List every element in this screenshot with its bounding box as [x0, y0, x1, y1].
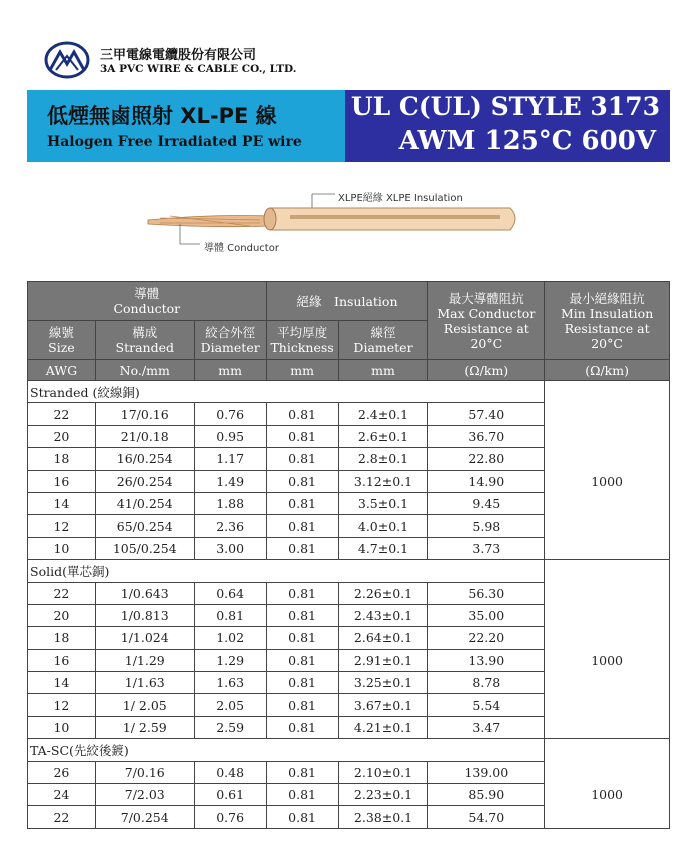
unit-cell: AWG	[28, 360, 96, 381]
conductor-label: 導體 Conductor	[204, 243, 279, 254]
table-cell: 7/2.03	[95, 784, 194, 806]
table-cell: 0.76	[194, 806, 266, 828]
table-cell: 14.90	[428, 470, 545, 492]
header-conductor: 導體 Conductor	[28, 282, 267, 321]
table-cell: 10	[28, 537, 96, 559]
table-cell: 3.67±0.1	[338, 694, 428, 716]
table-cell: 2.26±0.1	[338, 582, 428, 604]
table-cell: 24	[28, 784, 96, 806]
company-logo	[44, 40, 90, 80]
table-cell: 2.4±0.1	[338, 403, 428, 425]
header-thickness: 平均厚度 Thickness	[266, 321, 338, 360]
table-cell: 1.63	[194, 672, 266, 694]
table-row	[28, 761, 670, 783]
header-size: 線號 Size	[28, 321, 96, 360]
header-stranded: 構成 Stranded	[95, 321, 194, 360]
table-cell: 0.81	[266, 492, 338, 514]
table-cell: 1/ 2.59	[95, 716, 194, 738]
product-title-banner	[27, 90, 345, 162]
table-cell: 21/0.18	[95, 425, 194, 447]
table-cell: 2.59	[194, 716, 266, 738]
table-cell: 16	[28, 649, 96, 671]
table-cell: 9.45	[428, 492, 545, 514]
table-cell: 22	[28, 582, 96, 604]
table-cell: 0.81	[194, 604, 266, 626]
table-row	[28, 582, 670, 604]
unit-cell: (Ω/km)	[545, 360, 670, 381]
table-cell: 0.81	[266, 761, 338, 783]
table-cell: 3.00	[194, 537, 266, 559]
table-cell: 1/1.63	[95, 672, 194, 694]
min-insulation-value: 1000	[545, 403, 670, 560]
company-name-en: 3A PVC WIRE & CABLE CO., LTD.	[100, 63, 297, 75]
table-cell: 0.76	[194, 403, 266, 425]
table-cell: 139.00	[428, 761, 545, 783]
table-cell: 4.7±0.1	[338, 537, 428, 559]
group-blank-cell	[545, 739, 670, 761]
table-cell: 22	[28, 806, 96, 828]
table-cell: 57.40	[428, 403, 545, 425]
product-title-zh: 低煙無鹵照射 XL-PE 線	[47, 104, 277, 128]
table-cell: 0.81	[266, 425, 338, 447]
spec-table	[27, 281, 670, 829]
units-row	[28, 360, 670, 381]
header-insulation-diameter: 線徑 Diameter	[338, 321, 428, 360]
table-cell: 16	[28, 470, 96, 492]
table-cell: 13.90	[428, 649, 545, 671]
header-insulation: 絕緣 Insulation	[266, 282, 428, 321]
table-cell: 26/0.254	[95, 470, 194, 492]
table-cell: 2.10±0.1	[338, 761, 428, 783]
table-cell: 41/0.254	[95, 492, 194, 514]
table-cell: 85.90	[428, 784, 545, 806]
group-blank-cell	[545, 381, 670, 403]
table-cell: 18	[28, 627, 96, 649]
unit-cell: mm	[338, 360, 428, 381]
table-cell: 0.81	[266, 806, 338, 828]
table-cell: 3.73	[428, 537, 545, 559]
table-cell: 0.81	[266, 649, 338, 671]
table-cell: 0.81	[266, 604, 338, 626]
table-cell: 0.81	[266, 515, 338, 537]
table-cell: 0.81	[266, 403, 338, 425]
table-cell: 0.81	[266, 694, 338, 716]
table-cell: 0.95	[194, 425, 266, 447]
table-cell: 20	[28, 604, 96, 626]
table-row	[28, 403, 670, 425]
table-cell: 0.81	[266, 582, 338, 604]
min-insulation-value: 1000	[545, 761, 670, 828]
table-cell: 0.64	[194, 582, 266, 604]
table-cell: 0.81	[266, 448, 338, 470]
unit-cell: No./mm	[95, 360, 194, 381]
table-cell: 1.17	[194, 448, 266, 470]
table-cell: 3.47	[428, 716, 545, 738]
table-cell: 22.80	[428, 448, 545, 470]
group-label: Solid(單芯銅)	[28, 560, 545, 582]
table-cell: 8.78	[428, 672, 545, 694]
wire-diagram	[140, 180, 560, 260]
table-cell: 65/0.254	[95, 515, 194, 537]
table-cell: 56.30	[428, 582, 545, 604]
table-cell: 0.81	[266, 537, 338, 559]
table-cell: 1.29	[194, 649, 266, 671]
table-cell: 1.88	[194, 492, 266, 514]
company-name-zh: 三甲電線電纜股份有限公司	[100, 48, 257, 63]
table-cell: 5.98	[428, 515, 545, 537]
table-cell: 12	[28, 694, 96, 716]
table-cell: 2.36	[194, 515, 266, 537]
table-cell: 3.25±0.1	[338, 672, 428, 694]
table-cell: 0.81	[266, 627, 338, 649]
table-cell: 1/1.29	[95, 649, 194, 671]
table-cell: 2.91±0.1	[338, 649, 428, 671]
table-cell: 14	[28, 672, 96, 694]
table-cell: 1/0.643	[95, 582, 194, 604]
standard-style: UL C(UL) STYLE 3173	[350, 92, 660, 121]
table-cell: 7/0.254	[95, 806, 194, 828]
table-cell: 1/0.813	[95, 604, 194, 626]
table-cell: 0.48	[194, 761, 266, 783]
table-cell: 2.6±0.1	[338, 425, 428, 447]
unit-cell: (Ω/km)	[428, 360, 545, 381]
table-cell: 0.81	[266, 784, 338, 806]
standard-banner	[345, 90, 670, 162]
table-cell: 105/0.254	[95, 537, 194, 559]
unit-cell: mm	[266, 360, 338, 381]
table-cell: 4.0±0.1	[338, 515, 428, 537]
table-cell: 7/0.16	[95, 761, 194, 783]
table-cell: 2.43±0.1	[338, 604, 428, 626]
header-max-resistance: 最大導體阻抗 Max Conductor Resistance at 20°C	[428, 282, 545, 360]
group-row	[28, 381, 670, 403]
header-row-1	[28, 282, 670, 321]
table-cell: 22	[28, 403, 96, 425]
table-cell: 1.02	[194, 627, 266, 649]
group-blank-cell	[545, 560, 670, 582]
header-diameter: 絞合外徑 Diameter	[194, 321, 266, 360]
header-min-insulation: 最小絕緣阻抗 Min Insulation Resistance at 20°C	[545, 282, 670, 360]
table-cell: 16/0.254	[95, 448, 194, 470]
table-cell: 1.49	[194, 470, 266, 492]
table-cell: 54.70	[428, 806, 545, 828]
table-cell: 2.8±0.1	[338, 448, 428, 470]
insulation-label: XLPE絕緣 XLPE Insulation	[338, 193, 463, 204]
table-cell: 2.38±0.1	[338, 806, 428, 828]
table-cell: 17/0.16	[95, 403, 194, 425]
table-cell: 1/1.024	[95, 627, 194, 649]
table-cell: 0.81	[266, 716, 338, 738]
group-row	[28, 560, 670, 582]
table-cell: 3.5±0.1	[338, 492, 428, 514]
min-insulation-value: 1000	[545, 582, 670, 739]
table-cell: 35.00	[428, 604, 545, 626]
table-cell: 0.81	[266, 470, 338, 492]
group-label: Stranded (絞線銅)	[28, 381, 545, 403]
table-cell: 22.20	[428, 627, 545, 649]
table-cell: 5.54	[428, 694, 545, 716]
unit-cell: mm	[194, 360, 266, 381]
rating: AWM 125°C 600V	[398, 126, 656, 156]
table-cell: 1/ 2.05	[95, 694, 194, 716]
table-cell: 12	[28, 515, 96, 537]
table-cell: 18	[28, 448, 96, 470]
product-title-en: Halogen Free Irradiated PE wire	[47, 134, 302, 150]
table-cell: 26	[28, 761, 96, 783]
table-cell: 20	[28, 425, 96, 447]
table-cell: 10	[28, 716, 96, 738]
group-label: TA-SC(先絞後鍍)	[28, 739, 545, 761]
table-cell: 36.70	[428, 425, 545, 447]
table-cell: 2.05	[194, 694, 266, 716]
table-cell: 2.23±0.1	[338, 784, 428, 806]
table-cell: 3.12±0.1	[338, 470, 428, 492]
table-cell: 2.64±0.1	[338, 627, 428, 649]
table-cell: 0.81	[266, 672, 338, 694]
group-row	[28, 739, 670, 761]
table-cell: 0.61	[194, 784, 266, 806]
table-cell: 4.21±0.1	[338, 716, 428, 738]
table-cell: 14	[28, 492, 96, 514]
